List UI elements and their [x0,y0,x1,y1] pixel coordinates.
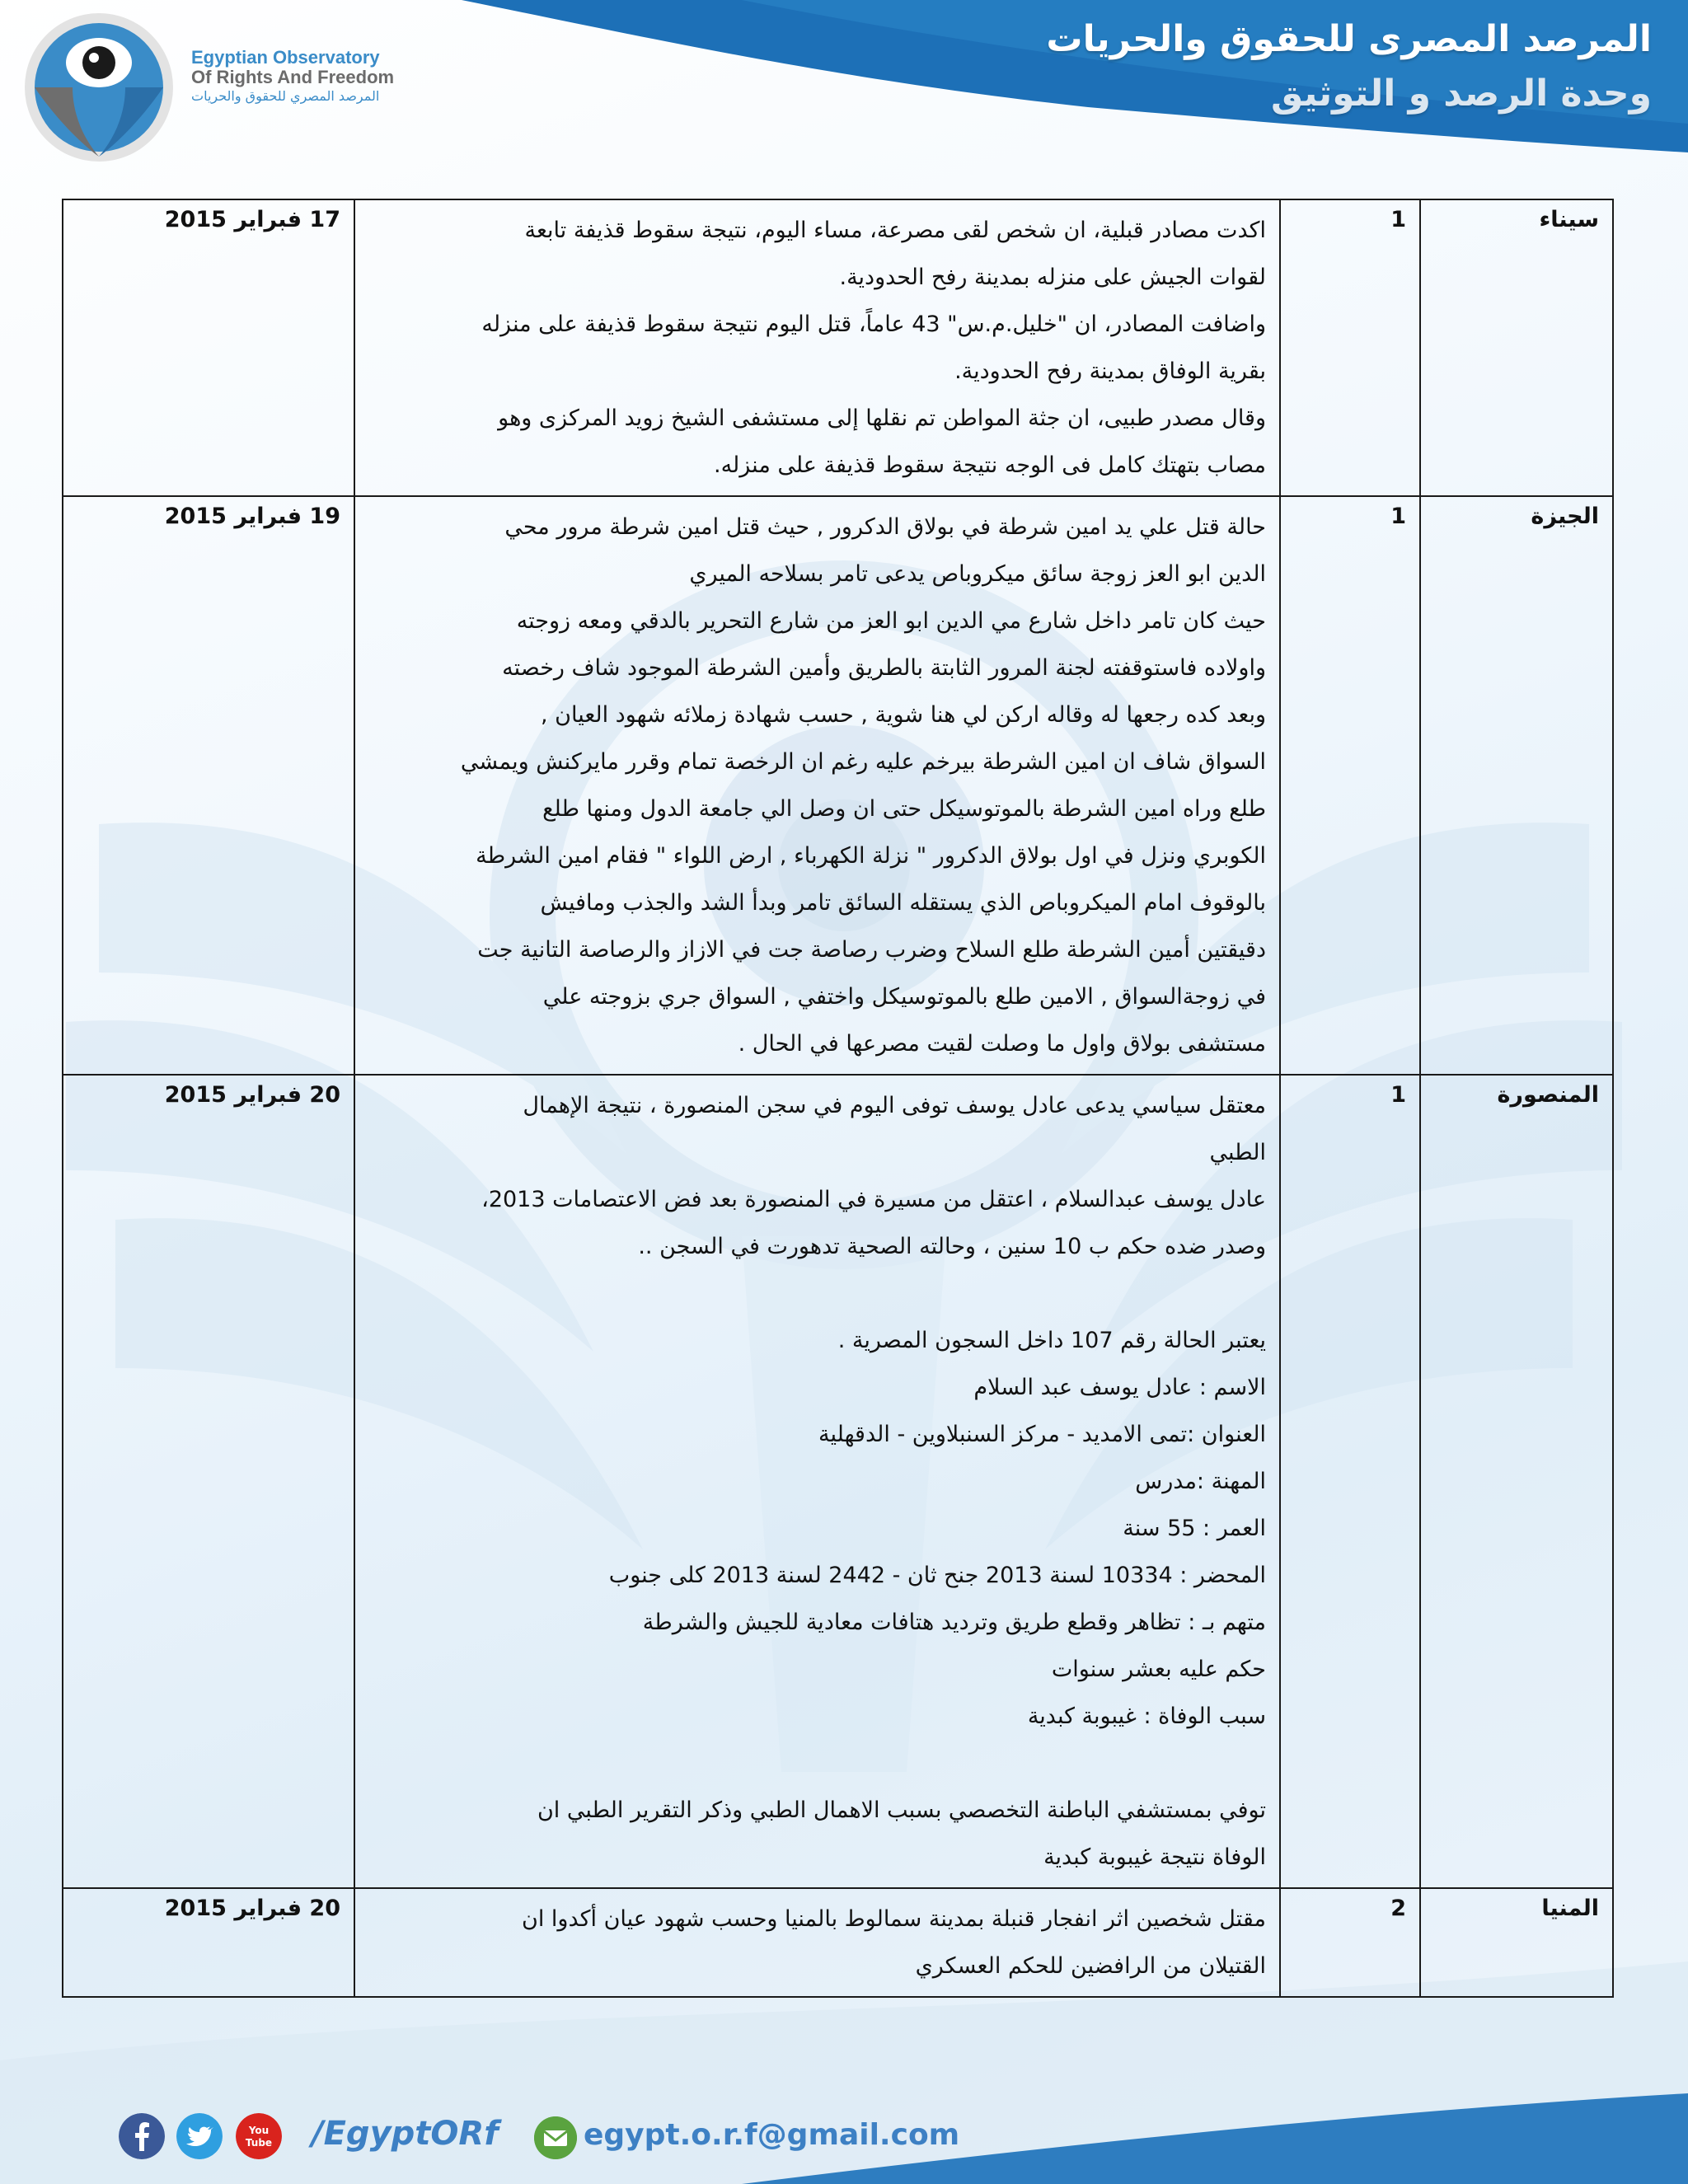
description-line [368,1740,1266,1787]
description-line: مستشفى بولاق واول ما وصلت لقيت مصرعها في الحال . [738,1031,1266,1057]
description-cell [354,1075,1280,1888]
description-line: سبب الوفاة : غيبوبة كبدية [1027,1704,1266,1729]
logo-text [191,48,394,104]
page-title: المرصد المصرى للحقوق والحريات [1046,18,1652,60]
description-line: حالة قتل علي يد امين شرطة في بولاق الدكرور , حيث قتل امين شرطة مرور محي [504,514,1266,540]
description-line: دقيقتين أمين الشرطة طلع السلاح وضرب رصاصة جت في الازاز والرصاصة التانية جت [477,937,1266,963]
description-line: وبعد كده رجعها له وقاله اركن لي هنا شوية , حسب شهادة زملائه شهود العيان , [540,702,1266,728]
description-line: مقتل شخصين اثر انفجار قنبلة بمدينة سمالوط بالمنيا وحسب شهود عيان أكدوا ان [522,1906,1266,1932]
governorate-cell: المنيا [1420,1888,1613,1997]
description-line: وصدر ضده حكم ب 10 سنين ، وحالته الصحية تدهورت في السجن .. [638,1234,1266,1259]
description-line: لقوات الجيش على منزله بمدينة رفح الحدودية. [839,265,1266,290]
footer [0,2110,1688,2163]
description-cell [354,1888,1280,1997]
description-line: واولاده فاستوقفته لجنة المرور الثابتة بالطريق وأمين الشرطة الموجود شاف رخصته [502,655,1266,681]
email-address[interactable]: egypt.o.r.f@gmail.com [584,2118,960,2152]
description-line: عادل يوسف عبدالسلام ، اعتقل من مسيرة في المنصورة بعد فض الاعتصامات 2013، [481,1187,1266,1212]
logo-icon [23,12,175,163]
svg-text:You: You [248,2125,270,2136]
count-cell: 1 [1280,1075,1420,1888]
governorate-cell: الجيزة [1420,496,1613,1075]
description-line: اكدت مصادر قبلية، ان شخص لقى مصرعة، مساء اليوم، نتيجة سقوط قذيفة تابعة [524,218,1266,243]
description-line: متهم بـ : تظاهر وقطع طريق وترديد هتافات معادية للجيش والشرطة [642,1610,1266,1635]
description-line: المحضر : 10334 لسنة 2013 جنح ثان - 2442 لسنة 2013 كلى جنوب [608,1563,1266,1588]
date-cell: 19 فبراير 2015 [63,496,354,1075]
description-line: الدين ابو العز زوجة سائق ميكروباص يدعى تامر بسلاحه الميري [689,561,1266,587]
date-cell: 20 فبراير 2015 [63,1075,354,1888]
description-line: بقرية الوفاق بمدينة رفح الحدودية. [954,359,1266,384]
date-cell: 17 فبراير 2015 [63,199,354,496]
description-line: القتيلان من الرافضين للحكم العسكري [915,1953,1266,1979]
description-line: السواق شاف ان امين الشرطة بيرخم عليه رغم ان الرخصة تمام وقرر مايركنش ويمشي [460,749,1266,775]
table-row [63,199,1613,496]
description-line: حكم عليه بعشر سنوات [1051,1657,1266,1682]
description-line: طلع وراه امين الشرطة بالموتوسيكل حتى ان وصل الي جامعة الدول ومنها طلع [542,796,1266,822]
description-cell [354,496,1280,1075]
description-line: توفي بمستشفي الباطنة التخصصي بسبب الاهمال الطبي وذكر التقرير الطبي ان [537,1797,1266,1823]
logo-english-line2: Of Rights And Freedom [191,67,395,88]
governorate-cell: سيناء [1420,199,1613,496]
description-line: في زوجةالسواق , الامين طلع بالموتوسيكل واختفي , السواق جري بزوجته علي [542,984,1266,1010]
page-subtitle: وحدة الرصد و التوثيق [1271,73,1652,115]
description-line: حيث كان تامر داخل شارع مي الدين ابو العز من شارع التحرير بالدقي ومعه زوجته [516,608,1266,634]
youtube-icon[interactable] [236,2113,282,2159]
description-line: واضافت المصادر، ان "خليل.م.س" 43 عاماً، قتل اليوم نتيجة سقوط قذيفة على منزله [481,312,1266,337]
logo-english-line1: Egyptian Observatory [191,47,380,68]
description-line: الاسم : عادل يوسف عبد السلام [973,1375,1266,1400]
description-line: العنوان :تمى الامديد - مركز السنبلاوين - الدقهلية [818,1422,1266,1447]
svg-text:Tube: Tube [245,2137,273,2149]
count-cell: 2 [1280,1888,1420,1997]
logo-arabic: المرصد المصري للحقوق والحريات [191,88,380,105]
description-line [368,1270,1266,1317]
description-line: وقال مصدر طبيى، ان جثة المواطن تم نقلها إلى مستشفى الشيخ زويد المركزى وهو [498,405,1266,431]
description-line: الوفاة نتيجة غيبوبة كبدية [1043,1844,1266,1870]
description-line: الطبي [1209,1140,1266,1165]
table-row [63,496,1613,1075]
description-line: العمر : 55 سنة [1123,1516,1266,1541]
table-row [63,1888,1613,1997]
count-cell: 1 [1280,496,1420,1075]
description-line: يعتبر الحالة رقم 107 داخل السجون المصرية . [837,1328,1266,1353]
description-line: معتقل سياسي يدعى عادل يوسف توفى اليوم في سجن المنصورة ، نتيجة الإهمال [523,1093,1266,1118]
incidents-table [62,199,1614,1998]
governorate-cell: المنصورة [1420,1075,1613,1888]
date-cell: 20 فبراير 2015 [63,1888,354,1997]
description-line: المهنة :مدرس [1135,1469,1266,1494]
description-line: الكوبري ونزل في اول بولاق الدكرور " نزلة الكهرباء , ارض اللواء " فقام امين الشرطة [476,843,1266,869]
twitter-icon[interactable] [176,2113,223,2159]
incidents-table-body [63,199,1613,1997]
description-line: بالوقوف امام الميكروباص الذي يستقله السائق تامر وبدأ الشد والجذب ومافيش [540,890,1266,916]
description-line: مصاب بتهتك كامل فى الوجه نتيجة سقوط قذيفة على منزله. [713,452,1266,478]
count-cell: 1 [1280,199,1420,496]
social-handle[interactable]: /EgyptORf [312,2115,499,2153]
facebook-icon[interactable] [119,2113,165,2159]
description-cell [354,199,1280,496]
email-icon [534,2116,577,2159]
table-row [63,1075,1613,1888]
